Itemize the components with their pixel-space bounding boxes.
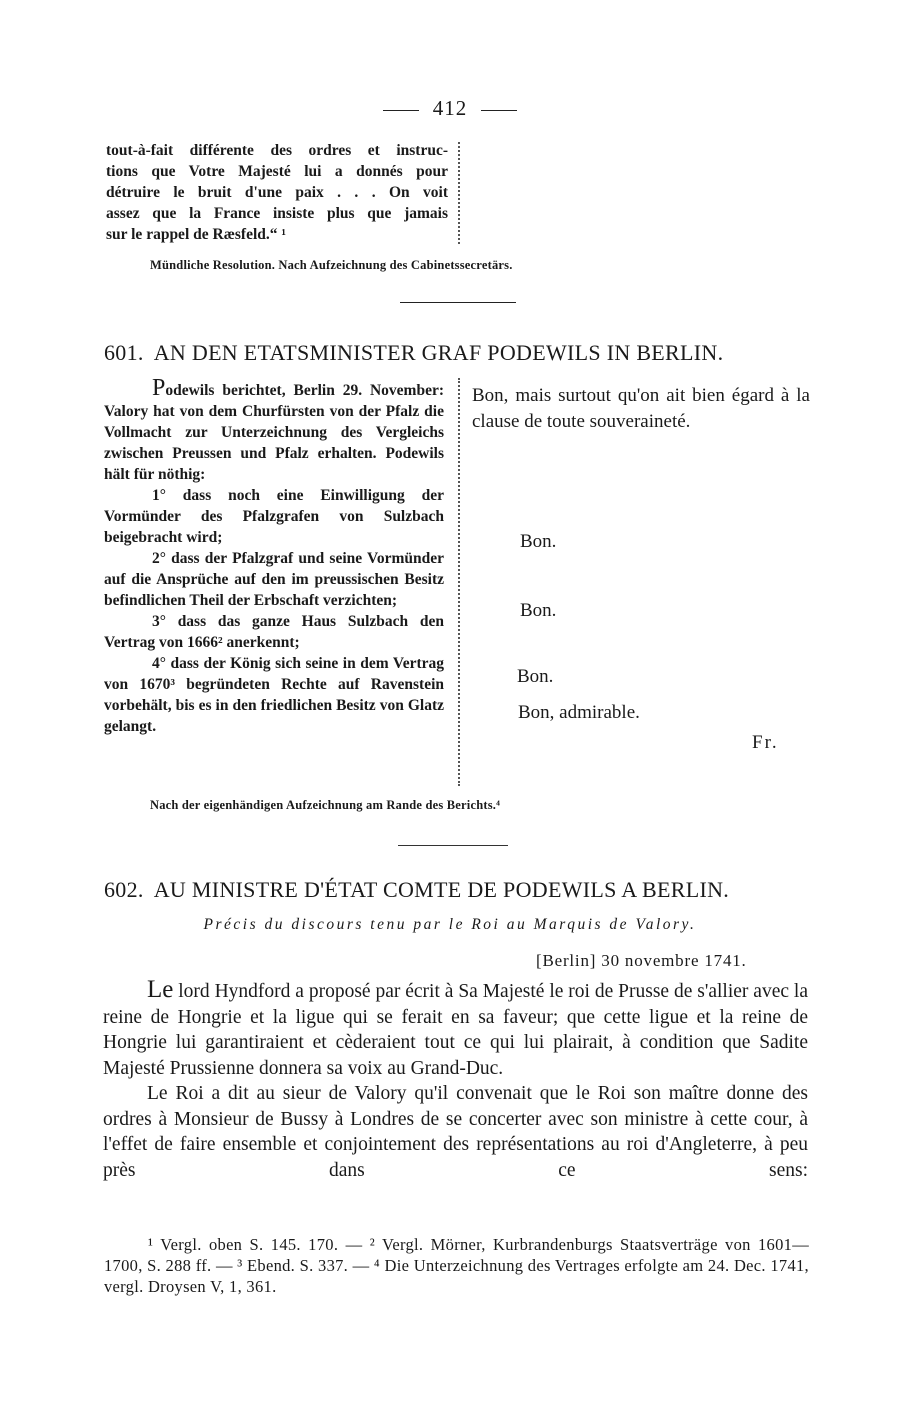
footnotes	[104, 1234, 809, 1297]
body-paragraph: Le Roi a dit au sieur de Valory qu'il convenait que le Roi son maître donne des ordres à Monsieur de Bussy à Londres de se concerter avec son ministre à cette cour, à l'effet de faire ensemble et conjointement des représentations au roi d'Angleterre, à peu près dans ce sens:	[103, 1083, 808, 1181]
section-602-heading	[104, 877, 729, 903]
column-divider	[458, 142, 460, 244]
section-subtitle: Précis du discours tenu par le Roi au Marquis de Valory.	[203, 916, 697, 933]
paragraph-text: lord Hyndford a proposé par écrit à Sa Majesté le roi de Prusse de s'allier avec la reine de Hongrie et la ligue qui se ferait en sa faveur; que cette ligue et la reine de Hongrie lui garantiraient et cèderaient tout ce qui lui plairait, à condition que Sadite Majesté Prussienne donnera sa voix au Grand-Duc.	[103, 981, 808, 1079]
dateline: [Berlin] 30 novembre 1741.	[536, 951, 747, 970]
resolution-note: Mündliche Resolution. Nach Aufzeichnung des Cabinetssecretärs.	[150, 258, 513, 272]
marginal-note-5: Bon, admirable.	[518, 702, 640, 723]
continued-fragment	[106, 140, 448, 245]
section-title: AU MINISTRE D'ÉTAT COMTE DE PODEWILS A BERLIN.	[153, 877, 730, 902]
report-paragraph	[104, 375, 444, 485]
first-word: Le	[147, 976, 174, 1003]
section-title: AN DEN ETATSMINISTER GRAF PODEWILS IN BERLIN.	[153, 340, 724, 365]
section-number: 602.	[104, 877, 144, 902]
marginal-note-3: Bon.	[520, 600, 557, 621]
body-paragraph	[103, 977, 808, 1081]
report-point-3: 3° dass das ganze Haus Sulzbach den Vertrag von 1666² anerkennt;	[104, 613, 444, 651]
section-601-heading	[104, 340, 723, 366]
header-dash-right	[481, 110, 517, 111]
drop-cap: P	[152, 375, 166, 401]
fragment-line: sur le rappel de Ræsfeld.“ ¹	[106, 226, 287, 243]
marginal-note-2: Bon.	[520, 531, 557, 552]
header-dash-left	[383, 110, 419, 111]
report-point-4: 4° dass der König sich seine in dem Vertrag von 1670³ begründeten Rechte auf Ravenstein vorbehält, bis es in den friedlichen Besitz von Glatz gelangt.	[104, 655, 444, 735]
fragment-line: tions que Votre Majesté lui a donnés pour	[106, 163, 448, 180]
section-rule	[400, 302, 516, 303]
page-header	[0, 96, 900, 121]
column-divider	[458, 378, 460, 786]
report-point-1: 1° dass noch eine Einwilligung der Vormünder des Pfalzgrafen von Sulzbach beigebracht wird;	[104, 487, 444, 546]
marginal-note-1: Bon, mais surtout qu'on ait bien égard à la clause de toute souveraineté.	[472, 385, 810, 432]
signature: Fr.	[752, 732, 779, 753]
fragment-line: détruire le bruit d'une paix . . . On voit	[106, 184, 448, 201]
source-note: Nach der eigenhändigen Aufzeichnung am Rande des Berichts.⁴	[150, 798, 501, 812]
report-text: odewils berichtet, Berlin 29. November: Valory hat von dem Churfürsten von der Pfalz die Vollmacht zur Unterzeichnung des Vergleichs zwischen Preussen und Pfalz erhalten. Podewils hält für nöthig:	[104, 382, 444, 483]
fragment-line: assez que la France insiste plus que jamais	[106, 205, 448, 222]
marginal-note-4: Bon.	[517, 666, 554, 687]
section-number: 601.	[104, 340, 144, 365]
letter-body	[103, 977, 808, 1183]
page-number: 412	[432, 96, 468, 120]
fragment-line: tout-à-fait différente des ordres et instruc-	[106, 142, 448, 159]
report-summary-column	[104, 375, 444, 737]
footnote-text: ¹ Vergl. oben S. 145. 170. — ² Vergl. Mörner, Kurbrandenburgs Staatsverträge von 1601—1700, S. 288 ff. — ³ Ebend. S. 337. — ⁴ Die Unterzeichnung des Vertrages erfolgte am 24. Dec. 1741, vergl. Droysen V, 1, 361.	[104, 1235, 809, 1296]
report-point-2: 2° dass der Pfalzgraf und seine Vormünder auf die Ansprüche auf den im preussischen Besitz befindlichen Theil der Erbschaft verzichten;	[104, 550, 444, 609]
section-rule	[398, 845, 508, 846]
